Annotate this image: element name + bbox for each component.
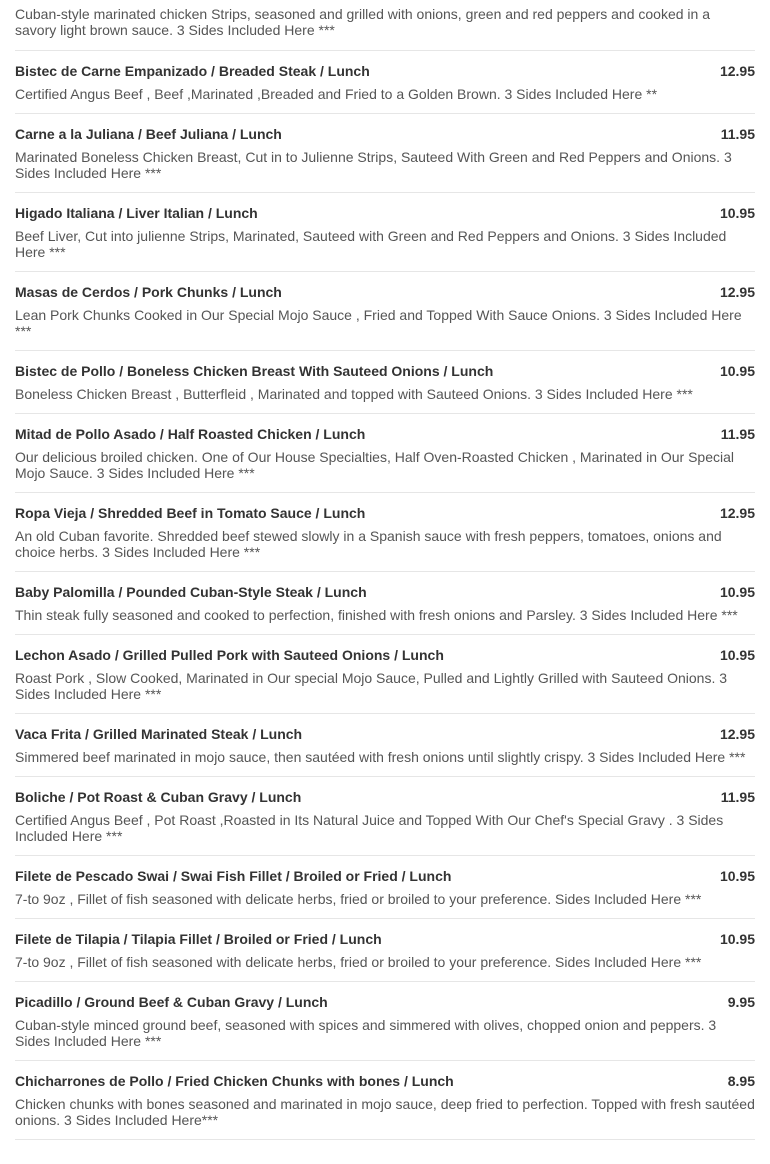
menu-item-price: 9.95: [727, 994, 755, 1010]
menu-item[interactable]: [15, 856, 755, 919]
menu-item[interactable]: [15, 272, 755, 351]
menu-item[interactable]: [15, 572, 755, 635]
menu-item-description: Marinated Boneless Chicken Breast, Cut in to Julienne Strips, Sauteed With Green and Red Peppers and Onions. 3 Sides Included Here ***: [15, 149, 732, 181]
menu-item-price: 11.95: [720, 126, 755, 142]
menu-item-name[interactable]: Picadillo / Ground Beef & Cuban Gravy / Lunch: [15, 994, 328, 1010]
menu-item-header: [15, 584, 755, 600]
menu-item-name[interactable]: Higado Italiana / Liver Italian / Lunch: [15, 205, 258, 221]
menu-item[interactable]: [15, 635, 755, 714]
menu-item-price: 11.95: [720, 789, 755, 805]
menu-item-header: [15, 868, 755, 884]
menu-item-name[interactable]: Carne a la Juliana / Beef Juliana / Lunch: [15, 126, 282, 142]
menu-item-description: Certified Angus Beef , Beef ,Marinated ,Breaded and Fried to a Golden Brown. 3 Sides Included Here **: [15, 86, 658, 102]
menu-item-header: [15, 426, 755, 442]
menu-item[interactable]: [15, 493, 755, 572]
item-description: Cuban-style marinated chicken Strips, seasoned and grilled with onions, green and red peppers and cooked in a savory light brown sauce. 3 Sides Included Here ***: [15, 0, 755, 51]
menu-item-name[interactable]: Masas de Cerdos / Pork Chunks / Lunch: [15, 284, 282, 300]
menu-item[interactable]: [15, 982, 755, 1061]
menu-item-price: 10.95: [719, 205, 755, 221]
menu-item[interactable]: [15, 114, 755, 193]
menu-item-header: [15, 205, 755, 221]
menu-item-price: 10.95: [719, 363, 755, 379]
menu-item-name[interactable]: Filete de Tilapia / Tilapia Fillet / Broiled or Fried / Lunch: [15, 931, 382, 947]
menu-item-description: Our delicious broiled chicken. One of Our House Specialties, Half Oven-Roasted Chicken , Marinated in Our Special Mojo Sauce. 3 Sides Included Here ***: [15, 449, 735, 481]
menu-item-price: 10.95: [719, 647, 755, 663]
menu-item-header: [15, 931, 755, 947]
menu-list: [15, 0, 755, 1140]
menu-item-price: 10.95: [719, 584, 755, 600]
menu-item-price: 12.95: [719, 63, 755, 79]
menu-item-header: [15, 63, 755, 79]
menu-item-price: 12.95: [719, 726, 755, 742]
menu-item-name[interactable]: Ropa Vieja / Shredded Beef in Tomato Sauce / Lunch: [15, 505, 366, 521]
menu-item-price: 10.95: [719, 868, 755, 884]
menu-item-name[interactable]: Chicharrones de Pollo / Fried Chicken Chunks with bones / Lunch: [15, 1073, 454, 1089]
menu-item-name[interactable]: Boliche / Pot Roast & Cuban Gravy / Lunch: [15, 789, 302, 805]
menu-item-description: Lean Pork Chunks Cooked in Our Special Mojo Sauce , Fried and Topped With Sauce Onions. 3 Sides Included Here ***: [15, 307, 742, 339]
menu-item-header: [15, 726, 755, 742]
menu-item-header: [15, 363, 755, 379]
menu-item-name[interactable]: Lechon Asado / Grilled Pulled Pork with Sauteed Onions / Lunch: [15, 647, 444, 663]
menu-item[interactable]: [15, 351, 755, 414]
menu-item-name[interactable]: Baby Palomilla / Pounded Cuban-Style Steak / Lunch: [15, 584, 367, 600]
menu-item-description: Simmered beef marinated in mojo sauce, then sautéed with fresh onions until slightly crispy. 3 Sides Included Here ***: [15, 749, 746, 765]
menu-item-name[interactable]: Filete de Pescado Swai / Swai Fish Fillet / Broiled or Fried / Lunch: [15, 868, 452, 884]
menu-item-name[interactable]: Bistec de Carne Empanizado / Breaded Steak / Lunch: [15, 63, 370, 79]
menu-item-description: 7-to 9oz , Fillet of fish seasoned with delicate herbs, fried or broiled to your preference. Sides Included Here ***: [15, 891, 702, 907]
menu-item[interactable]: [15, 714, 755, 777]
menu-item-name[interactable]: Mitad de Pollo Asado / Half Roasted Chicken / Lunch: [15, 426, 366, 442]
menu-item-header: [15, 505, 755, 521]
menu-item[interactable]: [15, 919, 755, 982]
menu-item-description: Boneless Chicken Breast , Butterfleid , Marinated and topped with Sauteed Onions. 3 Sides Included Here ***: [15, 386, 693, 402]
menu-item[interactable]: [15, 51, 755, 114]
menu-items: [15, 51, 755, 1140]
menu-item[interactable]: [15, 1061, 755, 1140]
menu-item-description: Certified Angus Beef , Pot Roast ,Roasted in Its Natural Juice and Topped With Our Chef's Special Gravy . 3 Sides Included Here ***: [15, 812, 724, 844]
menu-item-description: Cuban-style minced ground beef, seasoned with spices and simmered with olives, chopped onion and peppers. 3 Sides Included Here ***: [15, 1017, 717, 1049]
menu-item[interactable]: [15, 777, 755, 856]
menu-item-description: Chicken chunks with bones seasoned and marinated in mojo sauce, deep fried to perfection. Topped with fresh sautéed onions. 3 Sides Included Here***: [15, 1096, 755, 1128]
menu-item-description: Roast Pork , Slow Cooked, Marinated in Our special Mojo Sauce, Pulled and Lightly Grilled with Sauteed Onions. 3 Sides Included Here ***: [15, 670, 728, 702]
menu-item-description: 7-to 9oz , Fillet of fish seasoned with delicate herbs, fried or broiled to your preference. Sides Included Here ***: [15, 954, 702, 970]
menu-item[interactable]: [15, 193, 755, 272]
menu-item-name[interactable]: Vaca Frita / Grilled Marinated Steak / Lunch: [15, 726, 303, 742]
menu-item-header: [15, 284, 755, 300]
menu-item-name[interactable]: Bistec de Pollo / Boneless Chicken Breast With Sauteed Onions / Lunch: [15, 363, 494, 379]
menu-item-header: [15, 789, 755, 805]
menu-item-price: 10.95: [719, 931, 755, 947]
menu-item-header: [15, 647, 755, 663]
menu-item-price: 11.95: [720, 426, 755, 442]
menu-item-price: 12.95: [719, 284, 755, 300]
menu-item-price: 12.95: [719, 505, 755, 521]
menu-item-header: [15, 994, 755, 1010]
menu-item[interactable]: [15, 414, 755, 493]
menu-item-header: [15, 1073, 755, 1089]
menu-item-price: 8.95: [727, 1073, 755, 1089]
menu-item-description: Beef Liver, Cut into julienne Strips, Marinated, Sauteed with Green and Red Peppers and Onions. 3 Sides Included Here ***: [15, 228, 727, 260]
menu-item-header: [15, 126, 755, 142]
menu-item-description: Thin steak fully seasoned and cooked to perfection, finished with fresh onions and Parsley. 3 Sides Included Here ***: [15, 607, 738, 623]
menu-item-description: An old Cuban favorite. Shredded beef stewed slowly in a Spanish sauce with fresh peppers, tomatoes, onions and choice herbs. 3 Sides Included Here ***: [15, 528, 722, 560]
